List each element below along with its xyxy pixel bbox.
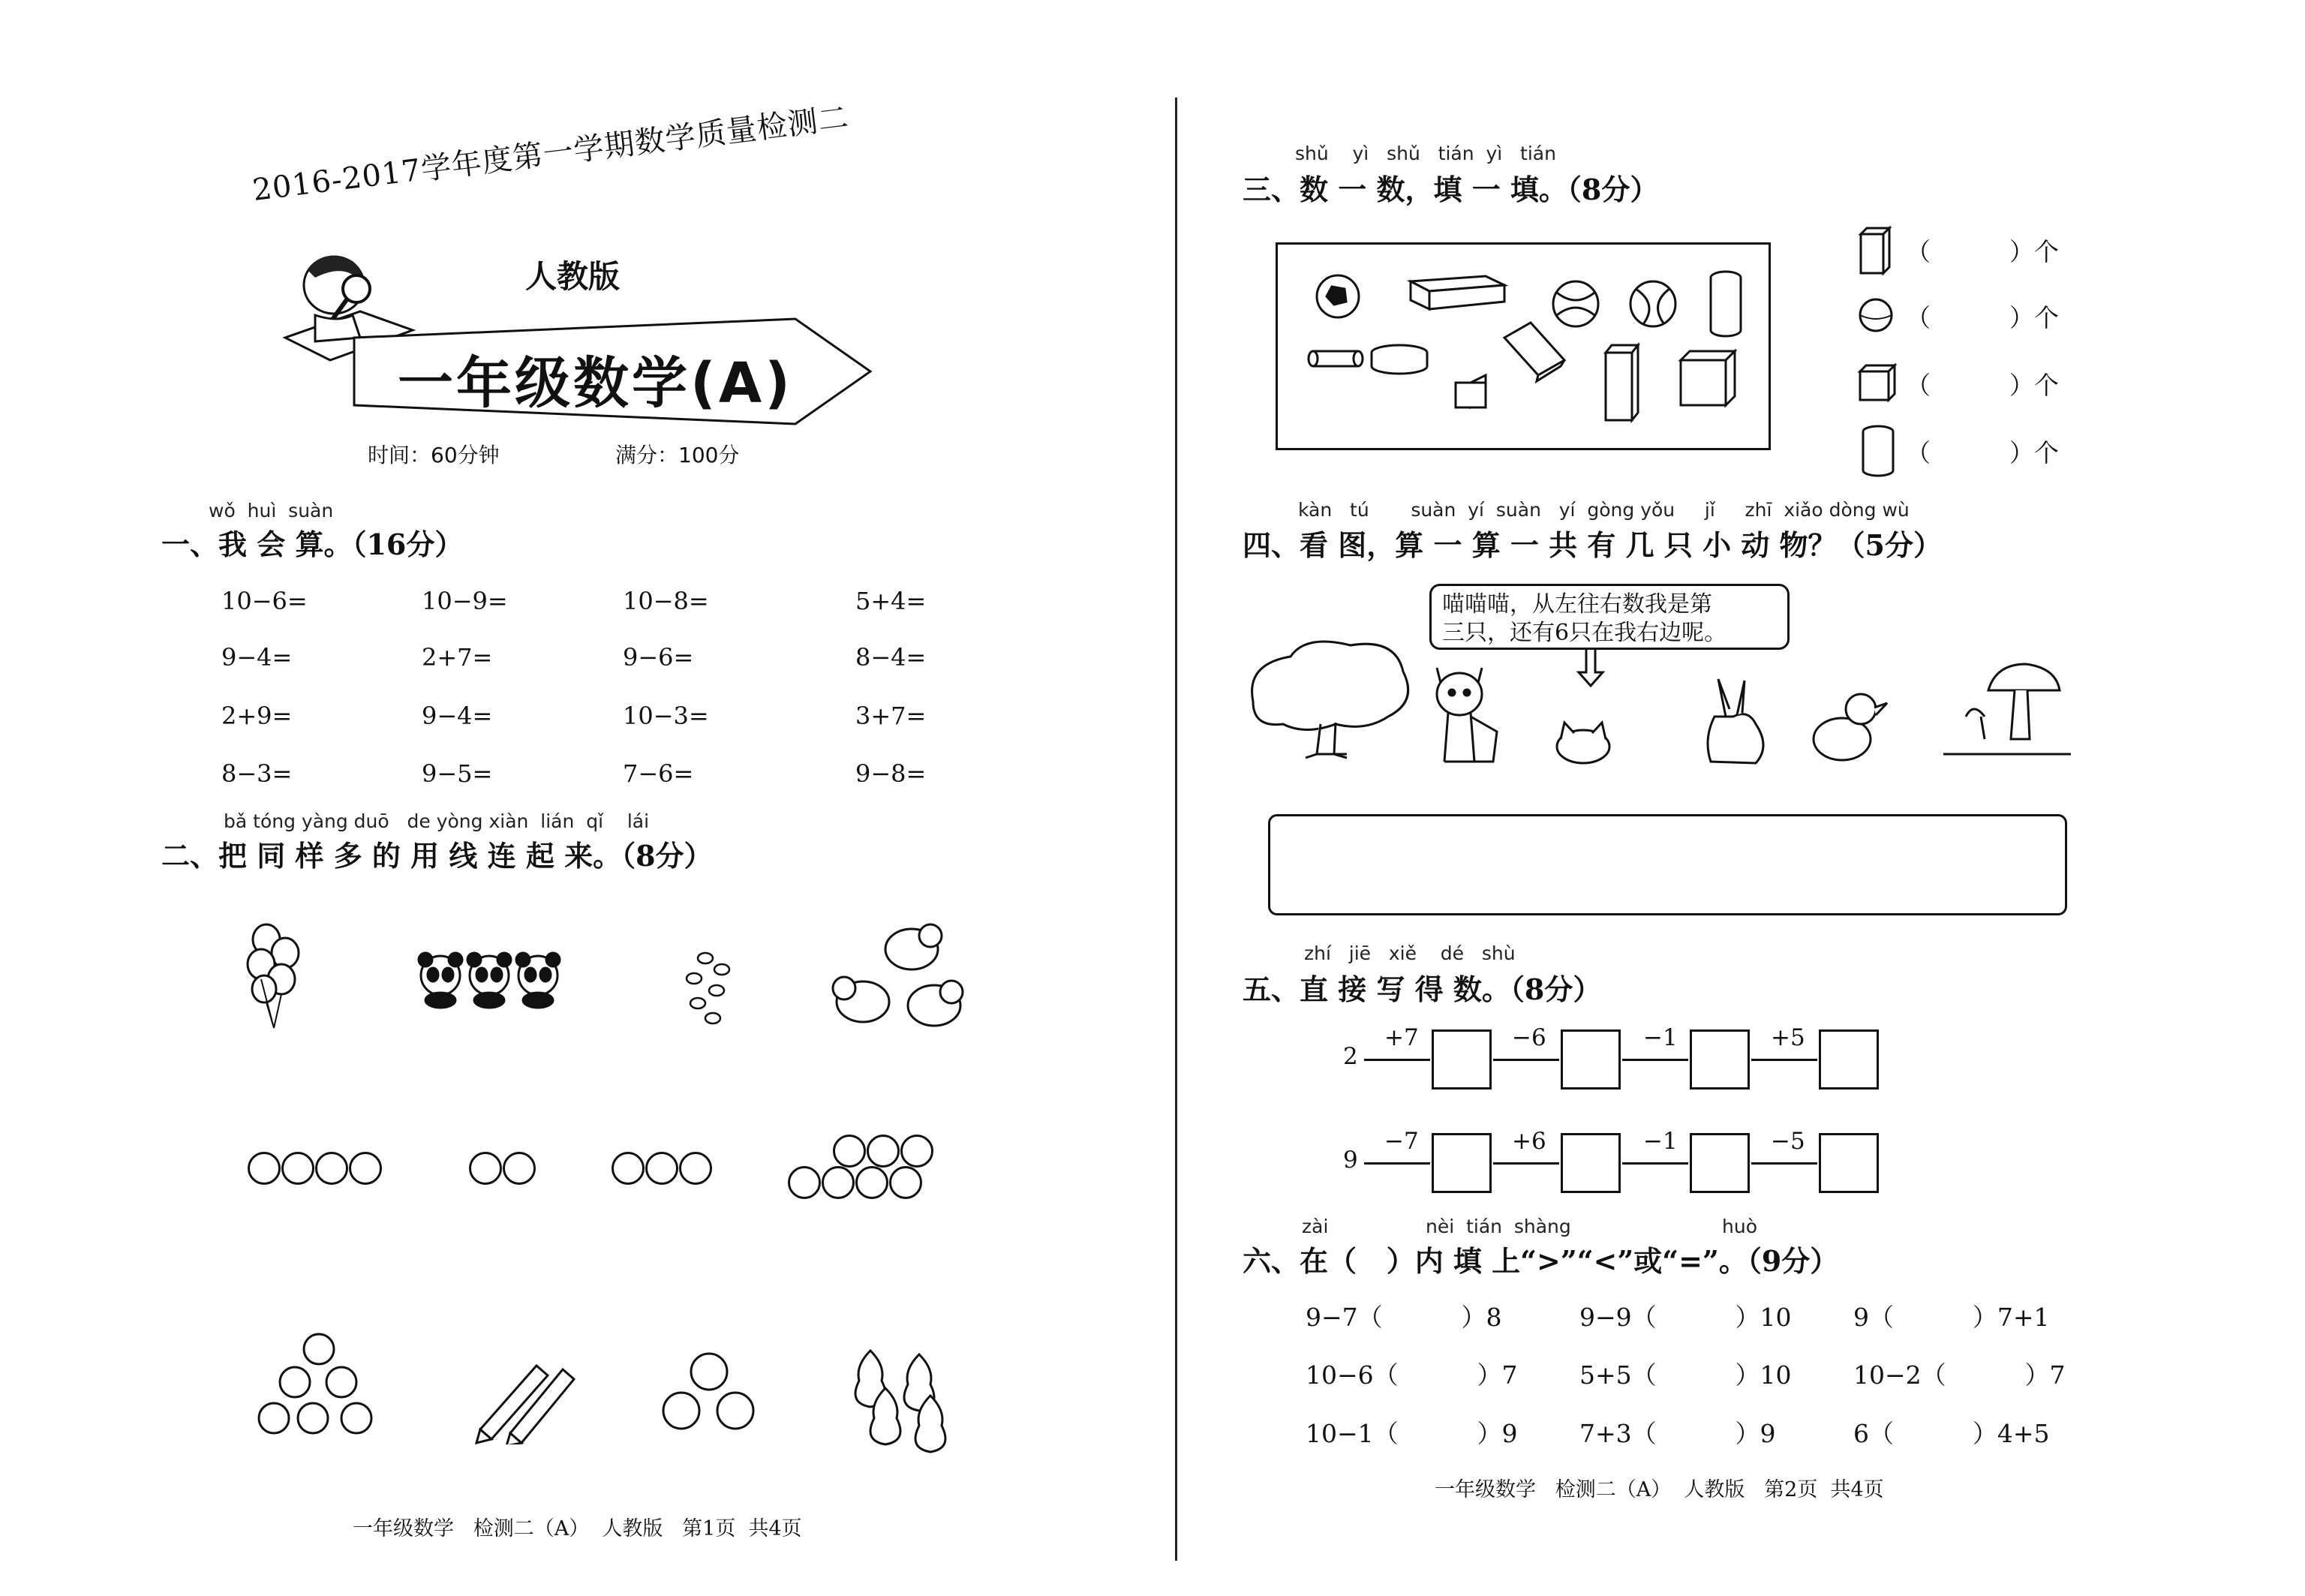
answer-square[interactable] [1561,1133,1621,1193]
equation: 8−4= [855,643,927,672]
small-birds-icon [675,947,743,1029]
chain1-op: −1 [1643,1024,1678,1051]
circles-4 [248,1152,383,1188]
pencils-icon [473,1354,578,1444]
chain-arrow [1751,1162,1817,1165]
left-footer: 一年级数学 检测二（A） 人教版 第1页 共4页 [353,1517,802,1540]
s6-pinyin-c: huò [1722,1216,1757,1237]
compare-item[interactable]: 7+3（ ）9 [1579,1419,1776,1448]
compare-item[interactable]: 9−9（ ）10 [1579,1303,1792,1332]
chain2-op: −5 [1771,1128,1805,1155]
circles-2 [469,1152,536,1188]
equation: 9−4= [221,643,293,672]
count-answer[interactable]: （ ）个 [1906,303,2059,332]
s1-title: 一、我 会 算。（16分） [161,527,464,561]
compare-item[interactable]: 10−6（ ）7 [1306,1360,1518,1390]
compare-item[interactable]: 9（ ）7+1 [1853,1303,2050,1332]
chain2-op: −1 [1643,1128,1678,1155]
answer-square[interactable] [1561,1029,1621,1090]
chain-arrow [1622,1162,1688,1165]
answer-square[interactable] [1432,1029,1492,1090]
right-footer: 一年级数学 检测二（A） 人教版 第2页 共4页 [1435,1478,1884,1501]
bubble-line-2: 三只，还有6只在我右边呢。 [1442,620,1727,646]
s3-title: 三、数 一 数，填 一 填。（8分） [1243,173,1659,206]
answer-square[interactable] [1819,1029,1879,1090]
chain1-op: −6 [1512,1024,1546,1051]
pandas-icon [416,949,566,1009]
chain2-start: 9 [1343,1147,1358,1174]
chain2-op: −7 [1384,1128,1419,1155]
chain-arrow [1493,1162,1559,1165]
s2-pinyin: bǎ tóng yàng duō de yòng xiàn lián qǐ lái [224,810,650,832]
chain1-op: +5 [1771,1024,1805,1051]
answer-box[interactable] [1268,814,2067,915]
score-label: 满分：100分 [615,443,740,467]
chain1-op: +7 [1384,1024,1419,1051]
pears-icon [848,1343,953,1456]
chain1-start: 2 [1343,1043,1358,1070]
s5-pinyin: zhí jiē xiě dé shù [1304,942,1516,964]
compare-item[interactable]: 6（ ）4+5 [1853,1419,2050,1448]
cuboid-icon [1857,225,1895,278]
chicks-icon [825,919,975,1039]
equation: 9−8= [855,759,927,788]
equation: 9−5= [422,759,493,788]
answer-square[interactable] [1432,1133,1492,1193]
edition-label: 人教版 [525,258,621,295]
circles-3 [612,1152,713,1188]
equation: 10−6= [221,587,308,615]
s2-title: 二、把 同 样 多 的 用 线 连 起 来。（8分） [161,839,713,873]
chain-arrow [1751,1059,1817,1061]
cylinder-icon [1859,424,1897,480]
balloons-icon [240,923,308,1035]
count-answer[interactable]: （ ）个 [1906,237,2059,266]
circles-7 [788,1135,968,1202]
equation: 9−4= [422,702,493,730]
answer-square[interactable] [1819,1133,1879,1193]
compare-item[interactable]: 9−7（ ）8 [1306,1303,1502,1332]
sphere-icon [1857,296,1895,334]
answer-square[interactable] [1690,1029,1750,1090]
equation: 2+9= [221,702,293,730]
main-title: 一年级数学(A) [398,351,793,416]
chain-arrow [1493,1059,1559,1061]
count-answer[interactable]: （ ）个 [1906,438,2059,467]
solid-shapes-illustration [1291,255,1756,435]
page-divider [1175,98,1177,1561]
answer-square[interactable] [1690,1133,1750,1193]
equation: 8−3= [221,759,293,788]
chain2-op: +6 [1512,1128,1546,1155]
equation: 9−6= [623,643,694,672]
chain-arrow [1364,1059,1430,1061]
s6-title: 六、在（ ）内 填 上“>”“<”或“=”。（9分） [1243,1244,1839,1278]
equation: 10−9= [422,587,508,615]
equation: 5+4= [855,587,927,615]
s1-pinyin: wǒ huì suàn [209,500,334,521]
oranges-icon [653,1351,765,1448]
animals-illustration [1246,634,2078,784]
equation: 10−8= [623,587,709,615]
count-answer[interactable]: （ ）个 [1906,371,2059,400]
compare-item[interactable]: 5+5（ ）10 [1579,1360,1792,1390]
chain-arrow [1622,1059,1688,1061]
equation: 3+7= [855,702,927,730]
equation: 7−6= [623,759,694,788]
s4-title: 四、看 图，算 一 算 一 共 有 几 只 小 动 物？（5分） [1243,528,1942,562]
apples-icon [251,1328,401,1448]
compare-item[interactable]: 10−1（ ）9 [1306,1419,1518,1448]
time-label: 时间：60分钟 [368,443,500,467]
compare-item[interactable]: 10−2（ ）7 [1853,1360,2066,1390]
year-title: 2016-2017学年度第一学期数学质量检测二 [251,100,851,209]
s3-pinyin: shǔ yì shǔ tián yì tián [1295,143,1556,164]
s6-pinyin-a: zài [1302,1216,1329,1237]
s6-pinyin-b: nèi tián shàng [1426,1216,1571,1237]
cube-icon [1857,362,1898,404]
chain-arrow [1364,1162,1430,1165]
equation: 2+7= [422,643,493,672]
bubble-line-1: 喵喵喵，从左往右数我是第 [1442,591,1712,618]
s5-title: 五、直 接 写 得 数。（8分） [1243,972,1602,1006]
equation: 10−3= [623,702,709,730]
s4-pinyin: kàn tú suàn yí suàn yí gòng yǒu jǐ zhī xiǎo dòng wù [1298,499,1910,521]
